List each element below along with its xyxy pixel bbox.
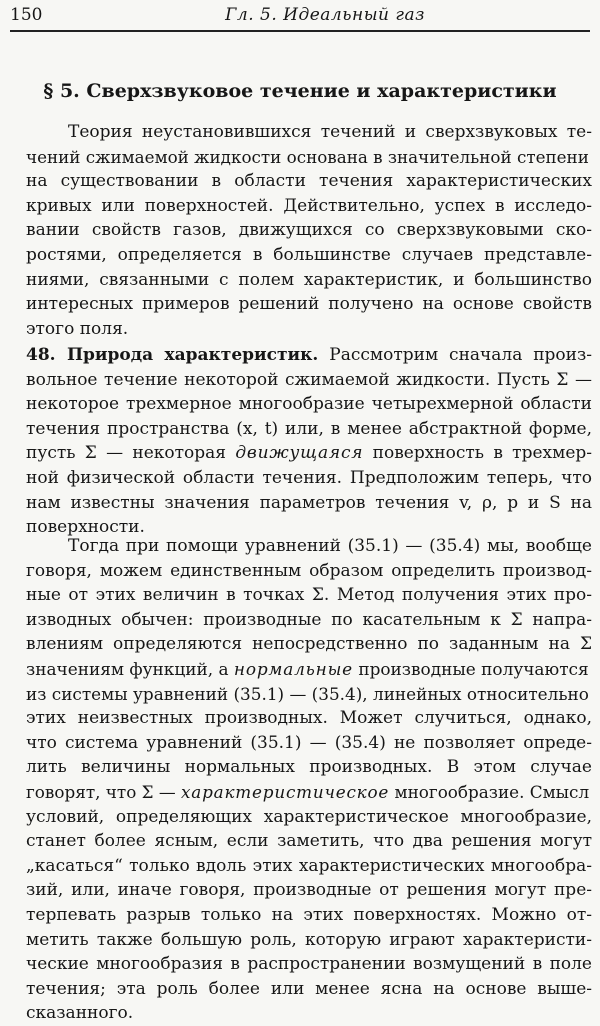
running-head: Гл. 5. Идеальный газ (225, 5, 425, 25)
text-line: лить величины нормальных производных. В этом случае (26, 757, 592, 778)
text-line: зий, или, иначе говоря, производные от решения могут пре- (26, 880, 592, 901)
text-line (26, 780, 592, 805)
text-line: метить также большую роль, которую играют характеристи- (26, 929, 592, 950)
emphasis-text: движущаяся (235, 443, 364, 464)
text-fragment: пусть Σ — некоторая (26, 443, 227, 464)
text-line: ческие многообразия в распространении возмущений в поле (26, 954, 592, 975)
text-line: изводных обычен: производные по касательным к Σ напра- (26, 609, 592, 630)
text-fragment: говорят, что Σ — (26, 781, 176, 802)
text-line: кривых или поверхностей. Действительно, успех в исследо- (26, 195, 592, 216)
text-line: поверхности. (26, 517, 145, 538)
text-line: Тогда при помощи уравнений (35.1) — (35.4) мы, вообще (68, 536, 592, 556)
subsection-heading: 48. Природа характеристик. (26, 345, 319, 365)
text-fragment: поверхность в трехмер- (372, 443, 592, 464)
text-line: вании свойств газов, движущихся со сверхзвуковыми ско- (26, 220, 592, 241)
emphasis-text: характеристическое (181, 781, 390, 802)
text-line: течения пространства (x, t) или, в менее абстрактной форме, (26, 418, 592, 439)
text-fragment: производные получаются (358, 658, 589, 679)
text-line: чений сжимаемой жидкости основана в значительной степени (26, 146, 589, 167)
paragraph-intro (26, 120, 592, 341)
text-fragment: Рассмотрим сначала произ- (329, 345, 592, 365)
text-line: станет более ясным, если заметить, что два решения могут (26, 831, 592, 852)
text-line: что система уравнений (35.1) — (35.4) не позволяет опреде- (26, 732, 592, 753)
text-line: ной физической области течения. Предположим теперь, что (26, 467, 592, 488)
text-line: терпевать разрыв только на этих поверхностях. Можно от- (26, 904, 592, 925)
text-line: ные от этих величин в точках Σ. Метод получения этих про- (26, 585, 592, 606)
text-line (26, 657, 592, 682)
paragraph-method (26, 534, 592, 1026)
page-header (10, 0, 590, 32)
text-line: говоря, можем единственным образом определить производ- (26, 560, 592, 581)
page-number: 150 (10, 5, 43, 25)
text-line: влениям определяются непосредственно по заданным на Σ (26, 634, 592, 655)
text-line: из системы уравнений (35.1) — (35.4), линейных относительно (26, 683, 589, 704)
text-fragment: многообразие. Смысл (394, 781, 590, 802)
text-line: этих неизвестных производных. Может случиться, однако, (26, 708, 592, 729)
text-line: ниями, связанными с полем характеристик, и большинство (26, 269, 592, 290)
text-line: некоторое трехмерное многообразие четырехмерной области (26, 394, 592, 415)
emphasis-text: нормальные (233, 658, 353, 679)
text-line: ростями, определяется в большинстве случаев представле- (26, 244, 592, 265)
text-fragment: значениям функций, а (26, 658, 229, 679)
text-line: на существовании в области течения характеристических (26, 171, 592, 192)
text-line: течения; эта роль более или менее ясна на основе выше- (26, 978, 592, 999)
text-line: нам известны значения параметров течения v, ρ, p и S на (26, 492, 592, 513)
text-line: вольное течение некоторой сжимаемой жидкости. Пусть Σ — (26, 369, 592, 390)
text-line: сказанного. (26, 1003, 134, 1024)
section-title: § 5. Сверхзвуковое течение и характеристики (43, 80, 557, 102)
text-line: Теория неустановившихся течений и сверхзвуковых те- (68, 122, 592, 142)
paragraph-48 (26, 343, 592, 540)
text-line: условий, определяющих характеристическое многообразие, (26, 806, 592, 827)
text-line: „касаться“ только вдоль этих характеристических многообра- (26, 855, 592, 876)
text-line (26, 343, 592, 368)
text-line: интересных примеров решений получено на основе свойств (26, 294, 592, 315)
text-line: этого поля. (26, 318, 129, 339)
text-line (26, 441, 592, 466)
